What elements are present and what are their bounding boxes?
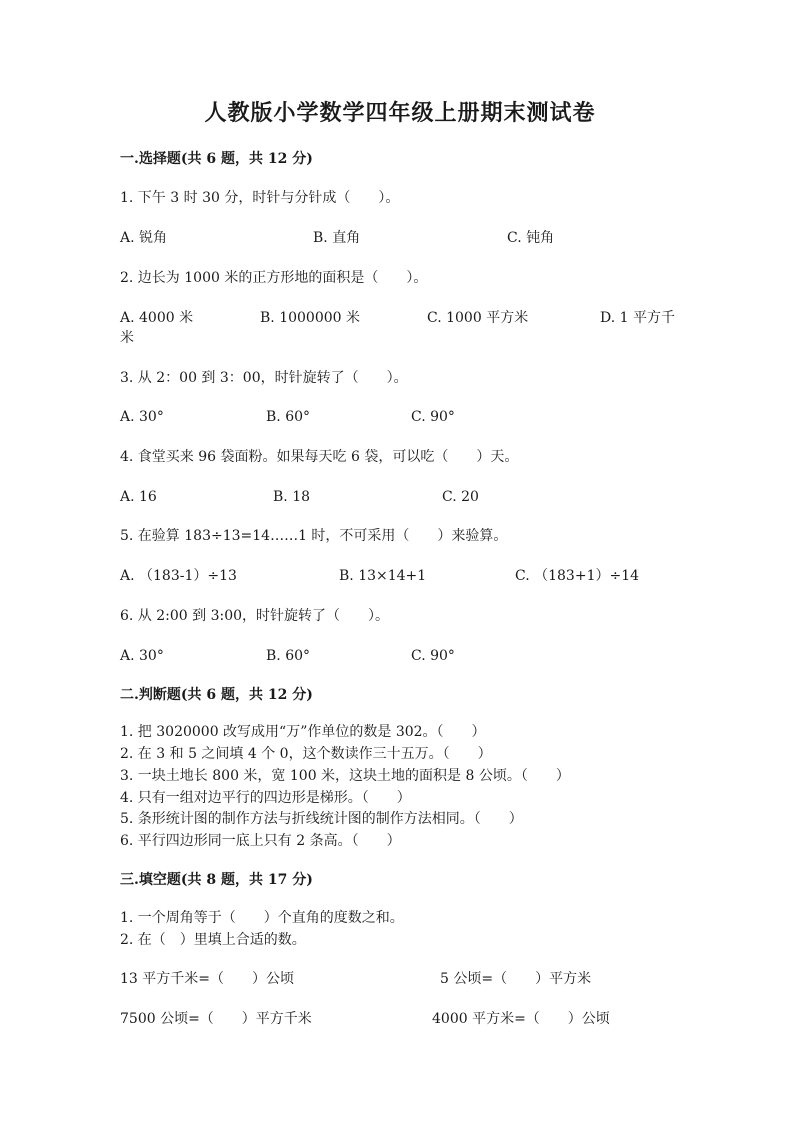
fill-blank-1: 13 平方千米=（ ）公顷 [120,971,294,987]
q1-option-c: C. 钝角 [507,230,555,246]
q4-option-a: A. 16 [120,489,157,505]
q3-option-a: A. 30° [120,409,164,425]
q3-option-c: C. 90° [411,409,455,425]
question-5: 5. 在验算 183÷13=14……1 时，不可采用（ ）来验算。 [120,528,508,544]
q2-option-b: B. 1000000 米 [260,310,360,326]
question-2: 2. 边长为 1000 米的正方形地的面积是（ ）。 [120,270,428,286]
q6-option-b: B. 60° [266,648,311,664]
q6-option-a: A. 30° [120,648,164,664]
q2-option-a: A. 4000 米 [120,310,194,326]
q4-option-c: C. 20 [442,489,479,505]
section-heading-choice: 一.选择题(共 6 题，共 12 分) [120,151,313,167]
judgement-item-4: 4. 只有一组对边平行的四边形是梯形。（ ） [120,790,411,806]
q4-option-b: B. 18 [273,489,311,505]
q5-option-a: A. （183-1）÷13 [120,568,237,584]
question-1: 1. 下午 3 时 30 分，时针与分针成（ ）。 [120,190,400,206]
judgement-item-1: 1. 把 3020000 改写成用“万”作单位的数是 302。（ ） [120,724,486,740]
question-4: 4. 食堂买来 96 袋面粉。如果每天吃 6 袋，可以吃（ ）天。 [120,449,519,465]
question-3: 3. 从 2：00 到 3：00，时针旋转了（ ）。 [120,370,408,386]
section-heading-fill: 三.填空题(共 8 题，共 17 分) [120,872,313,888]
q6-option-c: C. 90° [411,648,455,664]
q1-option-a: A. 锐角 [120,230,168,246]
q1-option-b: B. 直角 [313,230,361,246]
q2-option-d: D. 1 平方千 [600,310,675,326]
page-title: 人教版小学数学四年级上册期末测试卷 [204,100,596,126]
judgement-item-5: 5. 条形统计图的制作方法与折线统计图的制作方法相同。（ ） [120,811,523,827]
fill-item-1: 1. 一个周角等于（ ）个直角的度数之和。 [120,910,404,926]
fill-blank-3: 7500 公顷=（ ）平方千米 [120,1011,312,1027]
section-heading-judgement: 二.判断题(共 6 题，共 12 分) [120,687,313,703]
q3-option-b: B. 60° [266,409,311,425]
q5-option-c: C. （183+1）÷14 [515,568,640,584]
fill-item-2: 2. 在（ ）里填上合适的数。 [120,932,306,948]
judgement-item-2: 2. 在 3 和 5 之间填 4 个 0，这个数读作三十五万。（ ） [120,746,492,762]
q2-option-d-wrap: 米 [120,330,134,346]
fill-blank-4: 4000 平方米=（ ）公顷 [432,1011,610,1027]
fill-blank-2: 5 公顷=（ ）平方米 [440,971,592,987]
judgement-item-3: 3. 一块土地长 800 米，宽 100 米，这块土地的面积是 8 公顷。（ ） [120,768,570,784]
q2-option-c: C. 1000 平方米 [427,310,529,326]
q5-option-b: B. 13×14+1 [339,568,427,584]
judgement-item-6: 6. 平行四边形同一底上只有 2 条高。（ ） [120,833,401,849]
question-6: 6. 从 2:00 到 3:00，时针旋转了（ ）。 [120,608,390,624]
